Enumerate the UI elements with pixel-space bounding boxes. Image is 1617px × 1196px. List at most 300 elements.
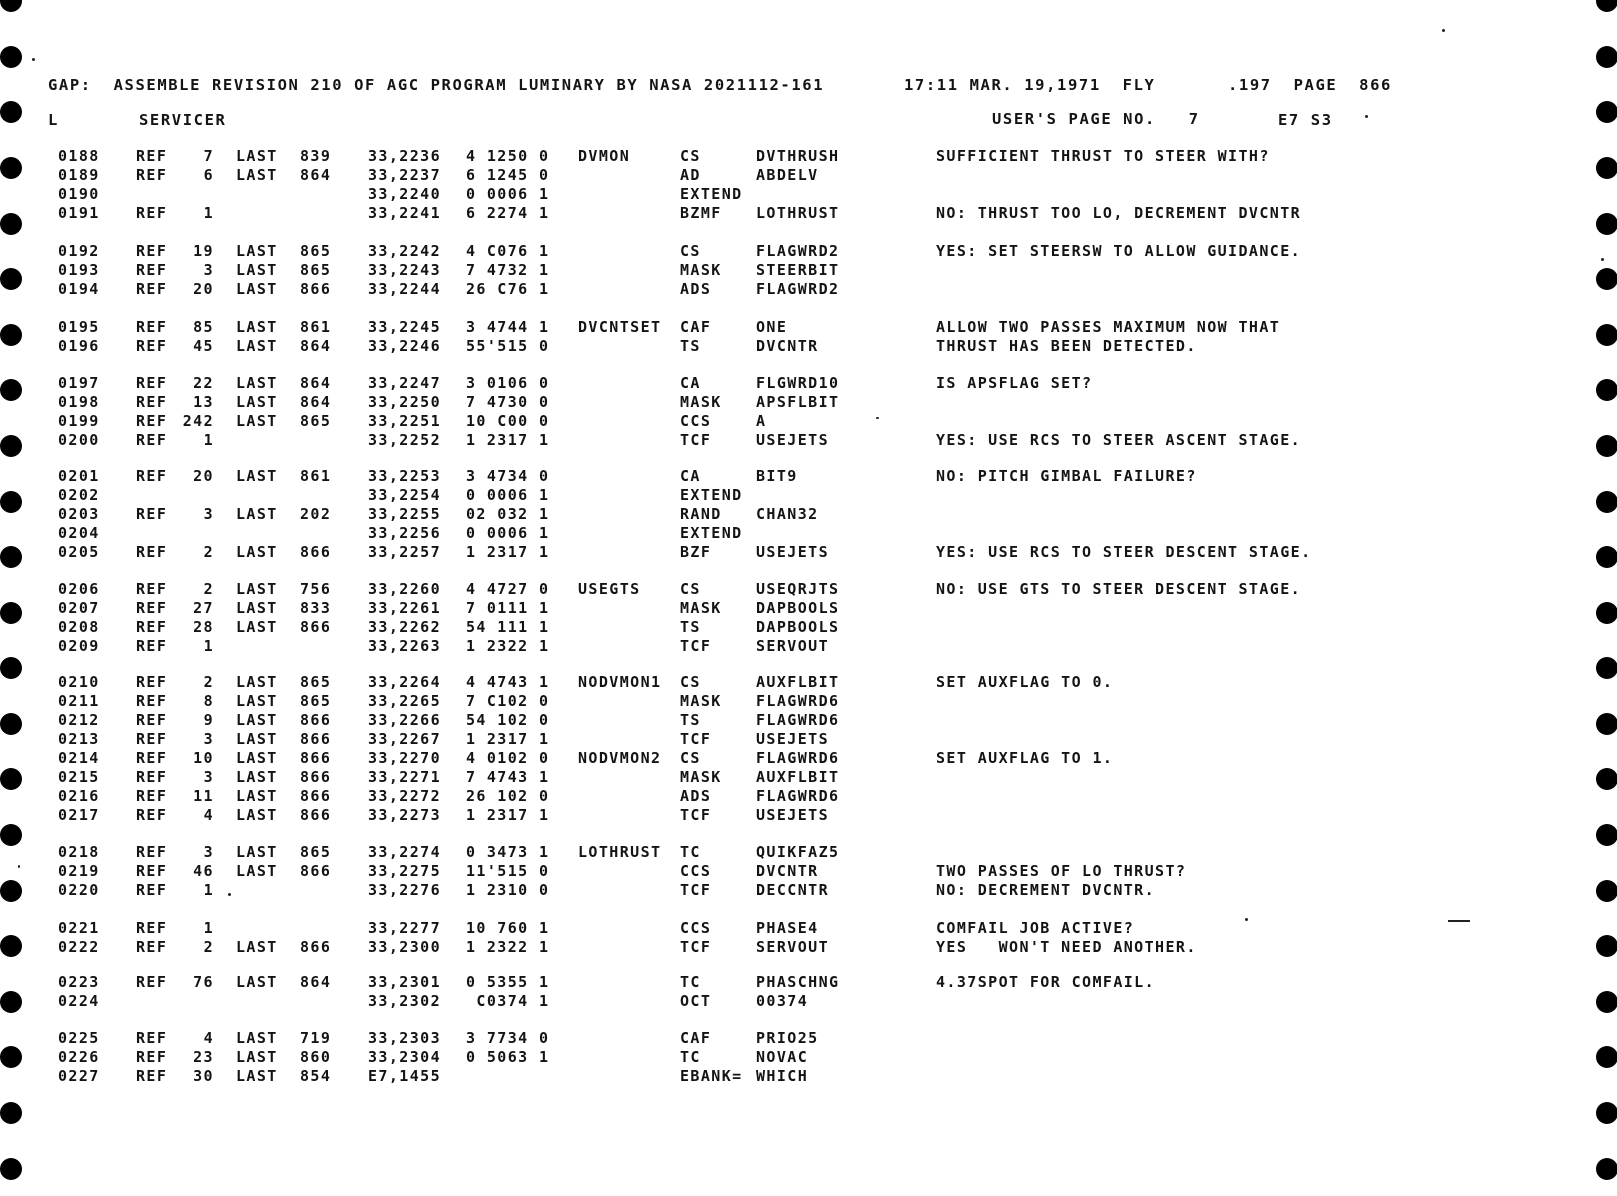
listing-operand-cell: A: [756, 412, 767, 430]
listing-word-cell: 4 C076 1: [466, 242, 550, 260]
listing-refn-cell: 1: [203, 204, 214, 222]
listing-word-cell: 7 0111 1: [466, 599, 550, 617]
listing-op-cell: RAND: [680, 505, 722, 523]
listing-last-cell: LAST: [236, 692, 278, 710]
listing-row: [0, 393, 1617, 411]
listing-comment-cell: SET AUXFLAG TO 0.: [936, 673, 1114, 691]
listing-op-cell: AD: [680, 166, 701, 184]
listing-lastn-cell: 866: [300, 806, 332, 824]
listing-operand-cell: PHASCHNG: [756, 973, 840, 991]
tractor-hole-icon: [1596, 101, 1617, 123]
listing-addr-cell: 33,2254: [368, 486, 442, 504]
listing-last-cell: LAST: [236, 261, 278, 279]
listing-op-cell: CAF: [680, 1029, 712, 1047]
speck-mark: [1442, 29, 1445, 32]
listing-addr-cell: 33,2240: [368, 185, 442, 203]
listing-line-cell: 0220: [58, 881, 100, 899]
listing-addr-cell: 33,2246: [368, 337, 442, 355]
listing-lastn-cell: 864: [300, 337, 332, 355]
listing-line-cell: 0214: [58, 749, 100, 767]
listing-op-cell: CA: [680, 374, 701, 392]
listing-label-cell: LOTHRUST: [578, 843, 662, 861]
listing-lastn-cell: 865: [300, 261, 332, 279]
listing-lastn-cell: 865: [300, 412, 332, 430]
listing-last-cell: LAST: [236, 1048, 278, 1066]
listing-last-cell: LAST: [236, 242, 278, 260]
listing-row: [0, 486, 1617, 504]
listing-operand-cell: LOTHRUST: [756, 204, 840, 222]
listing-refn-cell: 76: [193, 973, 214, 991]
listing-comment-cell: COMFAIL JOB ACTIVE?: [936, 919, 1135, 937]
listing-op-cell: EBANK=: [680, 1067, 743, 1085]
tractor-hole-icon: [1596, 46, 1617, 68]
listing-last-cell: LAST: [236, 973, 278, 991]
listing-row: [0, 599, 1617, 617]
listing-lastn-cell: 833: [300, 599, 332, 617]
listing-row: [0, 431, 1617, 449]
listing-ref-cell: REF: [136, 337, 168, 355]
listing-addr-cell: 33,2253: [368, 467, 442, 485]
listing-lastn-cell: 861: [300, 318, 332, 336]
listing-refn-cell: 45: [193, 337, 214, 355]
listing-line-cell: 0222: [58, 938, 100, 956]
listing-addr-cell: 33,2304: [368, 1048, 442, 1066]
listing-lastn-cell: 202: [300, 505, 332, 523]
listing-refn-cell: 1: [203, 431, 214, 449]
listing-operand-cell: ABDELV: [756, 166, 819, 184]
listing-refn-cell: 4: [203, 1029, 214, 1047]
listing-comment-cell: THRUST HAS BEEN DETECTED.: [936, 337, 1197, 355]
listing-line-cell: 0212: [58, 711, 100, 729]
listing-word-cell: 26 C76 1: [466, 280, 550, 298]
listing-last-cell: LAST: [236, 862, 278, 880]
listing-last-cell: LAST: [236, 280, 278, 298]
listing-refn-cell: 6: [203, 166, 214, 184]
listing-comment-cell: YES WON'T NEED ANOTHER.: [936, 938, 1197, 956]
listing-refn-cell: 2: [203, 938, 214, 956]
listing-last-cell: LAST: [236, 166, 278, 184]
listing-line-cell: 0198: [58, 393, 100, 411]
listing-comment-cell: ALLOW TWO PASSES MAXIMUM NOW THAT: [936, 318, 1281, 336]
listing-word-cell: 0 0006 1: [466, 524, 550, 542]
listing-op-cell: CCS: [680, 412, 712, 430]
listing-refn-cell: 1: [203, 637, 214, 655]
listing-operand-cell: USEJETS: [756, 543, 830, 561]
listing-op-cell: TS: [680, 711, 701, 729]
listing-line-cell: 0215: [58, 768, 100, 786]
listing-line-cell: 0216: [58, 787, 100, 805]
listing-op-cell: MASK: [680, 393, 722, 411]
listing-addr-cell: 33,2241: [368, 204, 442, 222]
listing-row: [0, 692, 1617, 710]
listing-ref-cell: REF: [136, 318, 168, 336]
listing-op-cell: TS: [680, 618, 701, 636]
listing-word-cell: 6 1245 0: [466, 166, 550, 184]
listing-lastn-cell: 854: [300, 1067, 332, 1085]
listing-row: [0, 318, 1617, 336]
listing-addr-cell: 33,2301: [368, 973, 442, 991]
listing-ref-cell: REF: [136, 843, 168, 861]
listing-addr-cell: 33,2243: [368, 261, 442, 279]
listing-lastn-cell: 865: [300, 843, 332, 861]
listing-line-cell: 0208: [58, 618, 100, 636]
listing-last-cell: LAST: [236, 749, 278, 767]
listing-addr-cell: 33,2236: [368, 147, 442, 165]
listing-line-cell: 0224: [58, 992, 100, 1010]
listing-row: [0, 730, 1617, 748]
listing-line-cell: 0211: [58, 692, 100, 710]
listing-ref-cell: REF: [136, 637, 168, 655]
listing-lastn-cell: 865: [300, 673, 332, 691]
listing-refn-cell: 20: [193, 280, 214, 298]
listing-word-cell: 0 0006 1: [466, 486, 550, 504]
listing-word-cell: 4 4727 0: [466, 580, 550, 598]
listing-addr-cell: 33,2274: [368, 843, 442, 861]
tractor-hole-icon: [1596, 1102, 1617, 1124]
listing-lastn-cell: 866: [300, 618, 332, 636]
listing-lastn-cell: 866: [300, 768, 332, 786]
listing-line-cell: 0196: [58, 337, 100, 355]
listing-operand-cell: SERVOUT: [756, 637, 830, 655]
listing-addr-cell: 33,2245: [368, 318, 442, 336]
listing-line-cell: 0227: [58, 1067, 100, 1085]
listing-row: [0, 973, 1617, 991]
listing-row: [0, 862, 1617, 880]
listing-operand-cell: 00374: [756, 992, 809, 1010]
listing-word-cell: 0 0006 1: [466, 185, 550, 203]
listing-lastn-cell: 866: [300, 787, 332, 805]
listing-operand-cell: DECCNTR: [756, 881, 830, 899]
listing-comment-cell: NO: THRUST TOO LO, DECREMENT DVCNTR: [936, 204, 1302, 222]
listing-row: [0, 806, 1617, 824]
listing-operand-cell: STEERBIT: [756, 261, 840, 279]
listing-word-cell: 26 102 0: [466, 787, 550, 805]
listing-word-cell: 10 C00 0: [466, 412, 550, 430]
listing-ref-cell: REF: [136, 806, 168, 824]
listing-lastn-cell: 865: [300, 692, 332, 710]
listing-op-cell: OCT: [680, 992, 712, 1010]
listing-refn-cell: 3: [203, 261, 214, 279]
listing-op-cell: CS: [680, 673, 701, 691]
listing-last-cell: LAST: [236, 374, 278, 392]
listing-op-cell: MASK: [680, 768, 722, 786]
listing-last-cell: LAST: [236, 843, 278, 861]
listing-line-cell: 0210: [58, 673, 100, 691]
listing-word-cell: 0 5355 1: [466, 973, 550, 991]
listing-addr-cell: E7,1455: [368, 1067, 442, 1085]
listing-ref-cell: REF: [136, 749, 168, 767]
tractor-hole-icon: [0, 101, 22, 123]
listing-operand-cell: AUXFLBIT: [756, 673, 840, 691]
listing-lastn-cell: 839: [300, 147, 332, 165]
listing-row: [0, 618, 1617, 636]
tractor-hole-icon: [0, 1158, 22, 1180]
listing-row: [0, 919, 1617, 937]
listing-ref-cell: REF: [136, 261, 168, 279]
listing-op-cell: BZF: [680, 543, 712, 561]
speck-mark: [32, 58, 35, 61]
speck-mark: [1365, 115, 1368, 118]
listing-label-cell: DVMON: [578, 147, 631, 165]
listing-ref-cell: REF: [136, 580, 168, 598]
listing-row: [0, 580, 1617, 598]
listing-ref-cell: REF: [136, 1067, 168, 1085]
listing-addr-cell: 33,2271: [368, 768, 442, 786]
listing-lastn-cell: 756: [300, 580, 332, 598]
listing-addr-cell: 33,2302: [368, 992, 442, 1010]
listing-op-cell: TCF: [680, 806, 712, 824]
listing-addr-cell: 33,2277: [368, 919, 442, 937]
listing-addr-cell: 33,2303: [368, 1029, 442, 1047]
listing-refn-cell: 3: [203, 505, 214, 523]
listing-addr-cell: 33,2264: [368, 673, 442, 691]
listing-word-cell: 3 0106 0: [466, 374, 550, 392]
listing-operand-cell: ONE: [756, 318, 788, 336]
listing-ref-cell: REF: [136, 280, 168, 298]
listing-op-cell: CS: [680, 242, 701, 260]
listing-addr-cell: 33,2270: [368, 749, 442, 767]
listing-operand-cell: QUIKFAZ5: [756, 843, 840, 861]
listing-addr-cell: 33,2247: [368, 374, 442, 392]
listing-row: [0, 261, 1617, 279]
listing-line-cell: 0201: [58, 467, 100, 485]
listing-row: [0, 1029, 1617, 1047]
listing-operand-cell: CHAN32: [756, 505, 819, 523]
listing-operand-cell: SERVOUT: [756, 938, 830, 956]
listing-label-cell: DVCNTSET: [578, 318, 662, 336]
listing-lastn-cell: 866: [300, 280, 332, 298]
tractor-hole-icon: [1596, 0, 1617, 12]
listing-word-cell: 7 4732 1: [466, 261, 550, 279]
listing-word-cell: 3 4734 0: [466, 467, 550, 485]
listing-ref-cell: REF: [136, 147, 168, 165]
listing-addr-cell: 33,2261: [368, 599, 442, 617]
listing-row: [0, 204, 1617, 222]
listing-op-cell: EXTEND: [680, 486, 743, 504]
listing-line-cell: 0219: [58, 862, 100, 880]
listing-line-cell: 0226: [58, 1048, 100, 1066]
listing-comment-cell: YES: USE RCS TO STEER DESCENT STAGE.: [936, 543, 1312, 561]
listing-op-cell: ADS: [680, 787, 712, 805]
tractor-hole-icon: [0, 1102, 22, 1124]
listing-row: [0, 938, 1617, 956]
tractor-hole-icon: [1596, 1158, 1617, 1180]
listing-lastn-cell: 719: [300, 1029, 332, 1047]
listing-row: [0, 992, 1617, 1010]
listing-line-cell: 0206: [58, 580, 100, 598]
listing-refn-cell: 22: [193, 374, 214, 392]
listing-line-cell: 0193: [58, 261, 100, 279]
listing-refn-cell: 20: [193, 467, 214, 485]
listing-operand-cell: APSFLBIT: [756, 393, 840, 411]
listing-line-cell: 0200: [58, 431, 100, 449]
listing-last-cell: LAST: [236, 467, 278, 485]
listing-op-cell: CS: [680, 749, 701, 767]
listing-word-cell: 02 032 1: [466, 505, 550, 523]
listing-row: [0, 787, 1617, 805]
listing-addr-cell: 33,2255: [368, 505, 442, 523]
listing-line-cell: 0194: [58, 280, 100, 298]
listing-addr-cell: 33,2267: [368, 730, 442, 748]
listing-op-cell: EXTEND: [680, 524, 743, 542]
listing-op-cell: TC: [680, 1048, 701, 1066]
listing-operand-cell: USEJETS: [756, 730, 830, 748]
listing-addr-cell: 33,2251: [368, 412, 442, 430]
listing-ref-cell: REF: [136, 204, 168, 222]
listing-refn-cell: 2: [203, 543, 214, 561]
listing-line-cell: 0218: [58, 843, 100, 861]
listing-op-cell: BZMF: [680, 204, 722, 222]
listing-ref-cell: REF: [136, 412, 168, 430]
listing-ref-cell: REF: [136, 730, 168, 748]
listing-op-cell: TCF: [680, 730, 712, 748]
listing-operand-cell: FLAGWRD6: [756, 787, 840, 805]
listing-ref-cell: REF: [136, 862, 168, 880]
tractor-hole-icon: [0, 0, 22, 12]
listing-comment-cell: SET AUXFLAG TO 1.: [936, 749, 1114, 767]
listing-lastn-cell: 866: [300, 543, 332, 561]
listing-last-cell: LAST: [236, 673, 278, 691]
listing-operand-cell: PRIO25: [756, 1029, 819, 1047]
listing-row: [0, 166, 1617, 184]
listing-op-cell: MASK: [680, 261, 722, 279]
listing-word-cell: 1 2317 1: [466, 543, 550, 561]
listing-operand-cell: BIT9: [756, 467, 798, 485]
listing-word-cell: 55'515 0: [466, 337, 550, 355]
listing-last-cell: LAST: [236, 730, 278, 748]
listing-refn-cell: 11: [193, 787, 214, 805]
listing-operand-cell: DVCNTR: [756, 337, 819, 355]
listing-addr-cell: 33,2250: [368, 393, 442, 411]
listing-lastn-cell: 866: [300, 938, 332, 956]
header-timestamp: 17:11 MAR. 19,1971 FLY: [904, 76, 1156, 94]
listing-operand-cell: DAPBOOLS: [756, 618, 840, 636]
listing-op-cell: MASK: [680, 692, 722, 710]
listing-comment-cell: TWO PASSES OF LO THRUST?: [936, 862, 1187, 880]
listing-comment-cell: YES: SET STEERSW TO ALLOW GUIDANCE.: [936, 242, 1302, 260]
listing-refn-cell: 242: [182, 412, 214, 430]
listing-row: [0, 673, 1617, 691]
listing-line-cell: 0209: [58, 637, 100, 655]
listing-word-cell: 6 2274 1: [466, 204, 550, 222]
listing-comment-cell: SUFFICIENT THRUST TO STEER WITH?: [936, 147, 1270, 165]
listing-addr-cell: 33,2242: [368, 242, 442, 260]
listing-lastn-cell: 865: [300, 242, 332, 260]
log-section-name: SERVICER: [139, 111, 227, 129]
listing-addr-cell: 33,2262: [368, 618, 442, 636]
header-title: GAP: ASSEMBLE REVISION 210 OF AGC PROGRAM LUMINARY BY NASA 2021112-161: [48, 76, 825, 94]
listing-line-cell: 0197: [58, 374, 100, 392]
listing-refn-cell: 28: [193, 618, 214, 636]
listing-operand-cell: DVTHRUSH: [756, 147, 840, 165]
listing-op-cell: CCS: [680, 919, 712, 937]
listing-refn-cell: 30: [193, 1067, 214, 1085]
listing-row: [0, 843, 1617, 861]
listing-ref-cell: REF: [136, 787, 168, 805]
listing-op-cell: TS: [680, 337, 701, 355]
listing-addr-cell: 33,2244: [368, 280, 442, 298]
listing-addr-cell: 33,2272: [368, 787, 442, 805]
listing-addr-cell: 33,2273: [368, 806, 442, 824]
listing-row: [0, 637, 1617, 655]
listing-ref-cell: REF: [136, 973, 168, 991]
listing-lastn-cell: 866: [300, 862, 332, 880]
listing-ref-cell: REF: [136, 692, 168, 710]
listing-refn-cell: 19: [193, 242, 214, 260]
listing-addr-cell: 33,2275: [368, 862, 442, 880]
listing-lastn-cell: 866: [300, 730, 332, 748]
listing-row: [0, 1067, 1617, 1085]
listing-line-cell: 0192: [58, 242, 100, 260]
listing-refn-cell: 27: [193, 599, 214, 617]
listing-word-cell: 4 0102 0: [466, 749, 550, 767]
listing-row: [0, 768, 1617, 786]
listing-last-cell: LAST: [236, 806, 278, 824]
listing-word-cell: 7 4743 1: [466, 768, 550, 786]
listing-op-cell: CAF: [680, 318, 712, 336]
users-page-number: USER'S PAGE NO. 7: [992, 110, 1200, 128]
listing-refn-cell: 3: [203, 730, 214, 748]
listing-row: [0, 185, 1617, 203]
listing-row: [0, 524, 1617, 542]
listing-last-cell: LAST: [236, 412, 278, 430]
listing-lastn-cell: 866: [300, 749, 332, 767]
listing-operand-cell: FLGWRD10: [756, 374, 840, 392]
listing-ref-cell: REF: [136, 599, 168, 617]
listing-ref-cell: REF: [136, 919, 168, 937]
listing-ref-cell: REF: [136, 431, 168, 449]
listing-ref-cell: REF: [136, 242, 168, 260]
listing-word-cell: 3 4744 1: [466, 318, 550, 336]
listing-op-cell: TCF: [680, 431, 712, 449]
listing-addr-cell: 33,2263: [368, 637, 442, 655]
listing-op-cell: MASK: [680, 599, 722, 617]
listing-ref-cell: REF: [136, 881, 168, 899]
listing-operand-cell: USEQRJTS: [756, 580, 840, 598]
listing-addr-cell: 33,2256: [368, 524, 442, 542]
listing-comment-cell: NO: DECREMENT DVCNTR.: [936, 881, 1156, 899]
listing-op-cell: TCF: [680, 637, 712, 655]
listing-ref-cell: REF: [136, 673, 168, 691]
listing-line-cell: 0190: [58, 185, 100, 203]
listing-row: [0, 412, 1617, 430]
listing-line-cell: 0213: [58, 730, 100, 748]
listing-last-cell: LAST: [236, 618, 278, 636]
listing-operand-cell: FLAGWRD6: [756, 692, 840, 710]
listing-lastn-cell: 864: [300, 973, 332, 991]
listing-line-cell: 0223: [58, 973, 100, 991]
listing-operand-cell: NOVAC: [756, 1048, 809, 1066]
listing-operand-cell: FLAGWRD6: [756, 711, 840, 729]
listing-ref-cell: REF: [136, 467, 168, 485]
listing-refn-cell: 46: [193, 862, 214, 880]
listing-op-cell: CS: [680, 580, 701, 598]
listing-last-cell: LAST: [236, 505, 278, 523]
listing-op-cell: TC: [680, 973, 701, 991]
listing-word-cell: C0374 1: [466, 992, 550, 1010]
listing-refn-cell: 13: [193, 393, 214, 411]
listing-row: [0, 543, 1617, 561]
listing-operand-cell: DAPBOOLS: [756, 599, 840, 617]
listing-word-cell: 7 C102 0: [466, 692, 550, 710]
log-section-letter: L: [48, 111, 59, 129]
listing-last-cell: LAST: [236, 543, 278, 561]
listing-last-cell: LAST: [236, 147, 278, 165]
listing-refn-cell: 10: [193, 749, 214, 767]
listing-ref-cell: REF: [136, 938, 168, 956]
listing-comment-cell: NO: PITCH GIMBAL FAILURE?: [936, 467, 1197, 485]
listing-word-cell: 1 2322 1: [466, 637, 550, 655]
